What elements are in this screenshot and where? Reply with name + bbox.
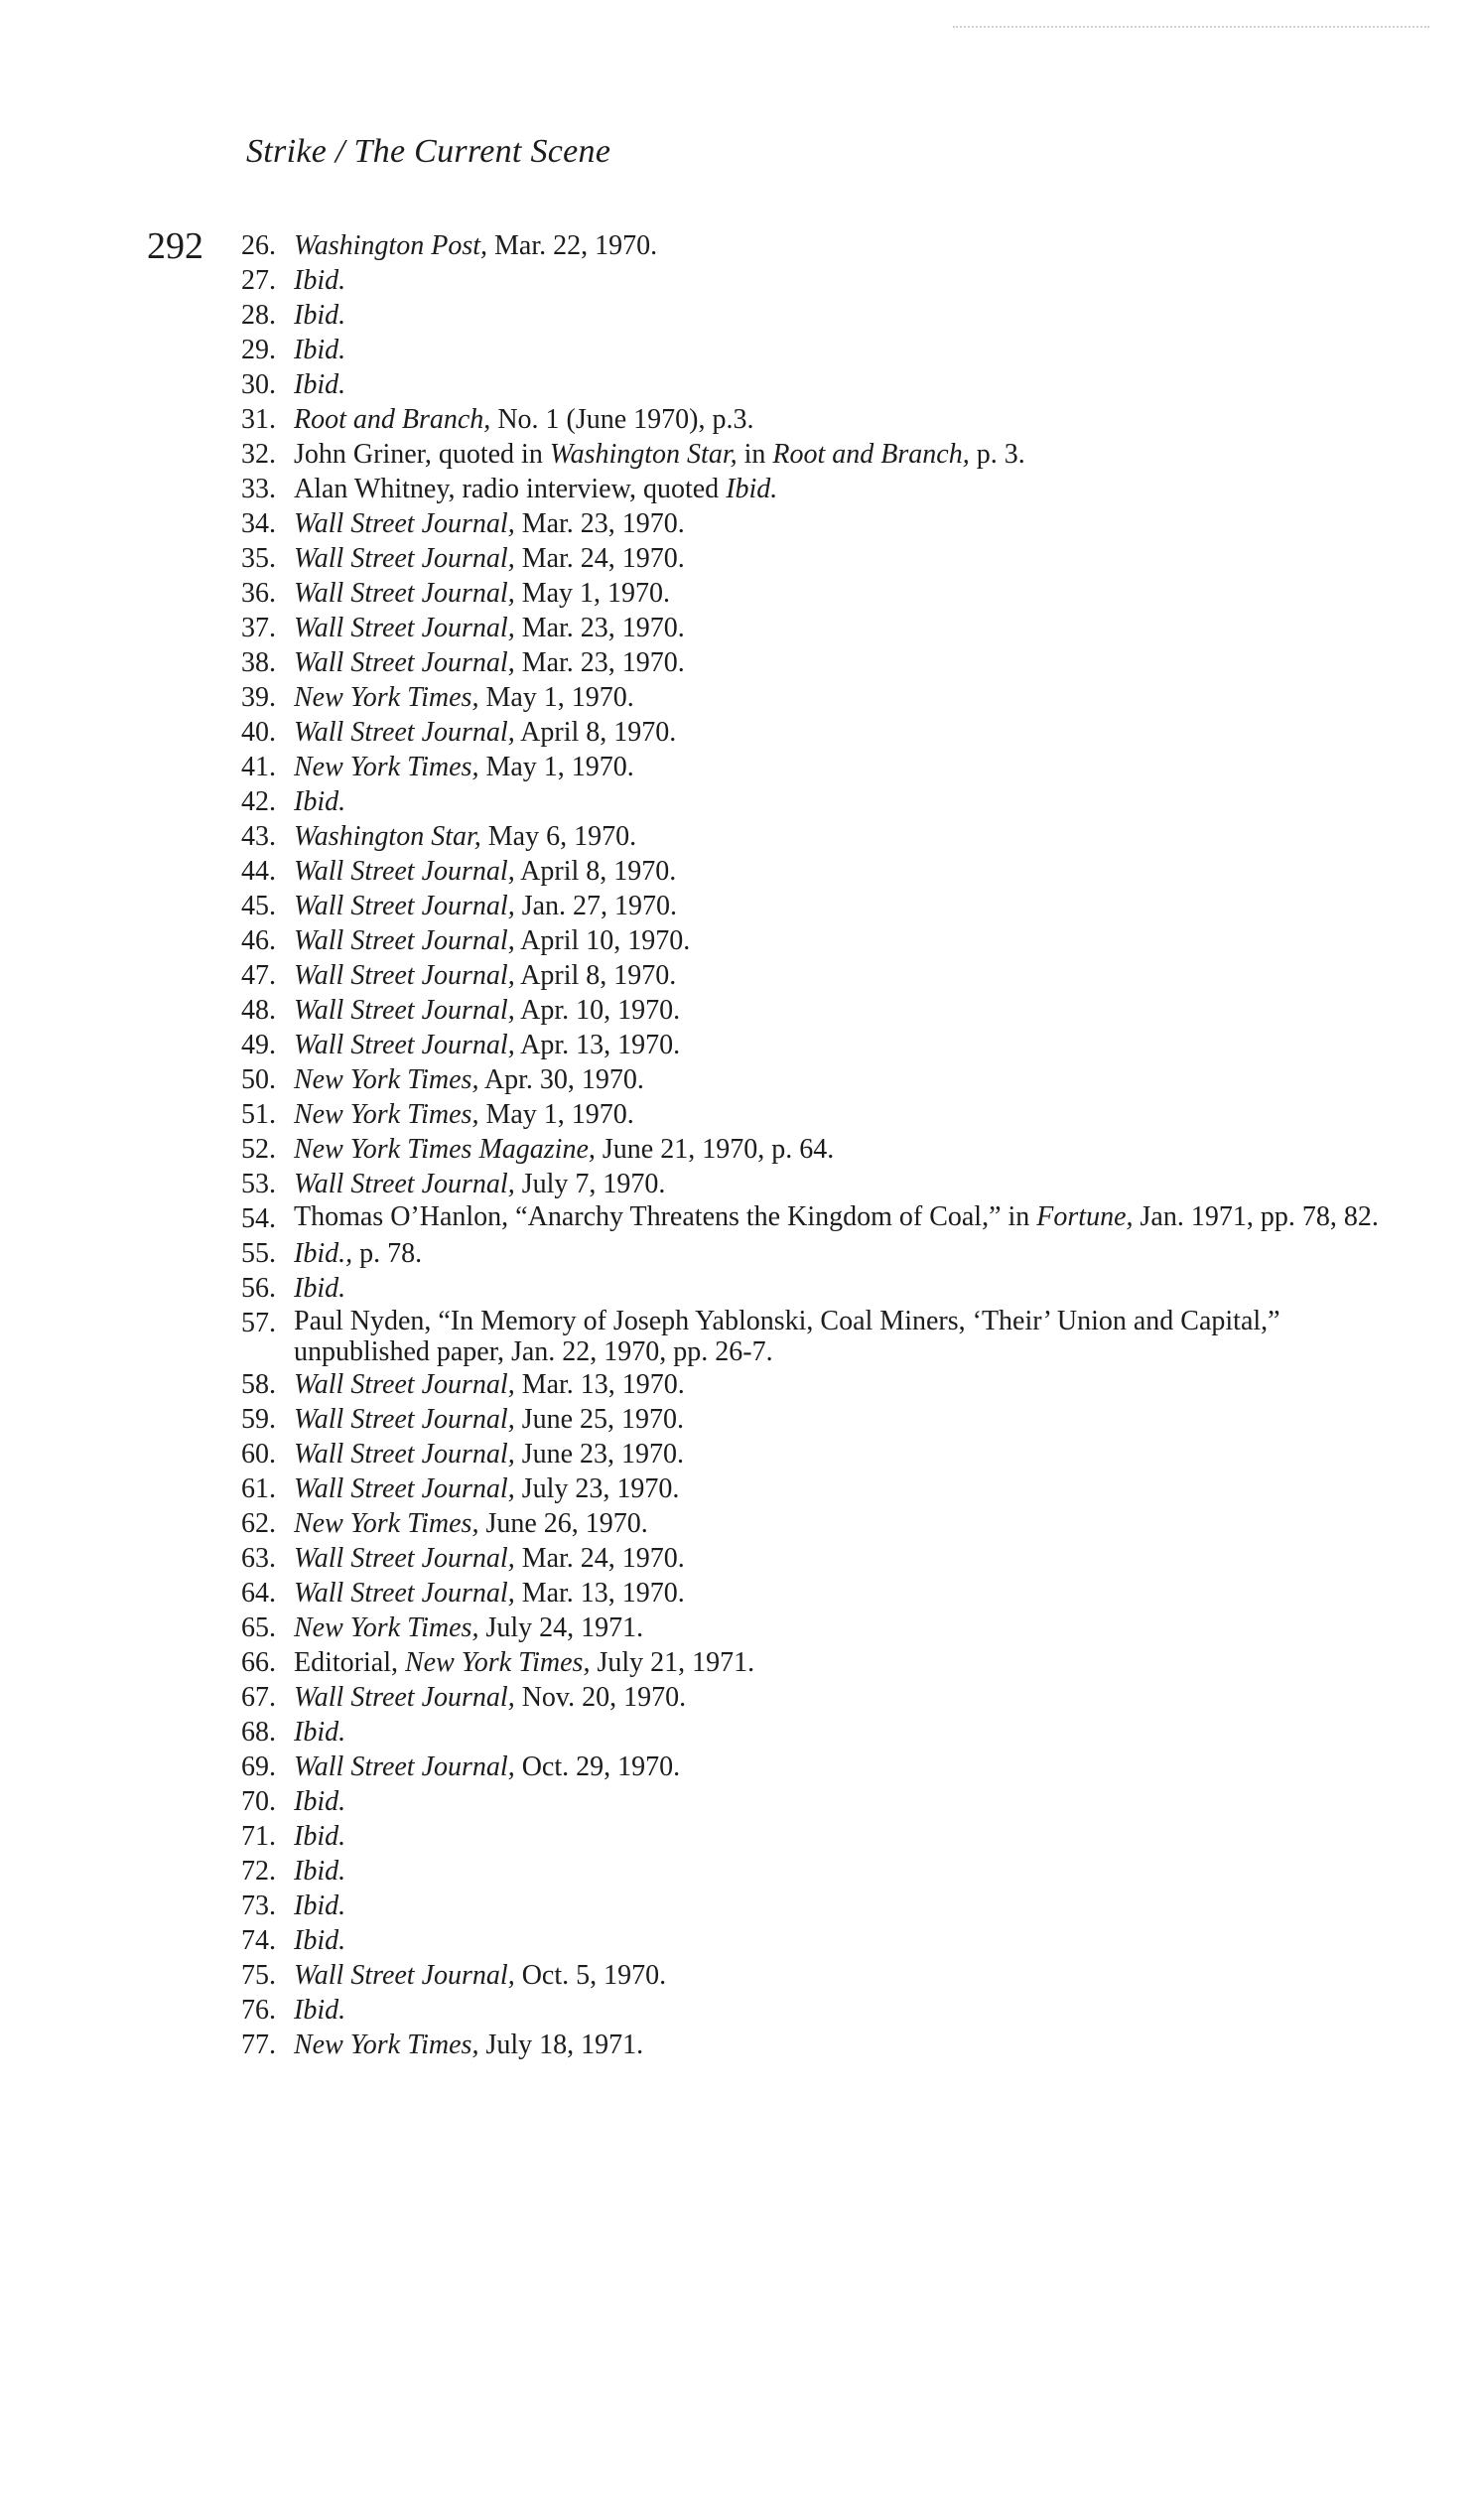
citation-detail: May 6, 1970. bbox=[480, 821, 637, 852]
citation-detail: April 10, 1970. bbox=[514, 925, 691, 956]
endnote-number: 34. bbox=[241, 508, 276, 539]
endnote bbox=[220, 1236, 1392, 1271]
citation-detail: Mar. 23, 1970. bbox=[514, 647, 685, 678]
endnote-number: 39. bbox=[241, 682, 276, 713]
endnote-text bbox=[288, 1236, 1392, 1271]
citation-detail: July 18, 1971. bbox=[478, 2030, 644, 2060]
endnote-text bbox=[288, 645, 1392, 680]
citation-title: Wall Street Journal, bbox=[294, 1369, 515, 1400]
endnote-number: 69. bbox=[241, 1751, 276, 1782]
endnote-number: 56. bbox=[241, 1273, 276, 1304]
citation-title: Wall Street Journal, bbox=[294, 1404, 515, 1435]
citation-detail: July 7, 1970. bbox=[514, 1169, 666, 1199]
endnote-text bbox=[288, 437, 1392, 472]
endnote-number: 68. bbox=[241, 1717, 276, 1748]
citation-detail: June 23, 1970. bbox=[514, 1439, 685, 1470]
endnote-text bbox=[288, 1271, 1392, 1306]
endnote bbox=[220, 1028, 1392, 1062]
endnote bbox=[220, 958, 1392, 993]
endnote-text bbox=[288, 1993, 1392, 2028]
citation-detail: Alan Whitney, radio interview, quoted bbox=[294, 474, 727, 504]
endnote-number: 31. bbox=[241, 404, 276, 435]
citation-detail: Oct. 29, 1970. bbox=[514, 1751, 681, 1782]
endnote bbox=[220, 333, 1392, 367]
endnote bbox=[220, 784, 1392, 819]
citation-title: Ibid. bbox=[294, 1856, 346, 1887]
endnote bbox=[220, 1201, 1392, 1236]
citation-title: Fortune, bbox=[1036, 1201, 1134, 1232]
endnote-text bbox=[288, 1306, 1392, 1367]
endnote-text bbox=[288, 1402, 1392, 1437]
endnote-number: 49. bbox=[241, 1030, 276, 1060]
endnote bbox=[220, 1271, 1392, 1306]
citation-detail: Thomas O’Hanlon, “Anarchy Threatens the Kingdom of Coal,” in bbox=[294, 1201, 1037, 1232]
citation-title: Ibid. bbox=[294, 1890, 346, 1921]
citation-title: Wall Street Journal, bbox=[294, 1473, 515, 1504]
citation-title: Wall Street Journal, bbox=[294, 1960, 515, 1991]
citation-title: Root and Branch, bbox=[772, 439, 970, 470]
endnote-text bbox=[288, 1889, 1392, 1923]
citation-detail: Jan. 27, 1970. bbox=[514, 891, 678, 921]
endnote bbox=[220, 923, 1392, 958]
endnote-text bbox=[288, 506, 1392, 541]
endnote bbox=[220, 1680, 1392, 1715]
citation-detail: Paul Nyden, “In Memory of Joseph Yablonski, Coal Miners, ‘Their’ Union and Capital,” unpublished paper, Jan. 22, 1970, pp. 26-7. bbox=[294, 1306, 1280, 1367]
endnote-text bbox=[288, 1541, 1392, 1576]
endnote bbox=[220, 645, 1392, 680]
endnote-text bbox=[288, 1167, 1392, 1201]
citation-detail: May 1, 1970. bbox=[478, 682, 634, 713]
citation-detail: in bbox=[737, 439, 773, 470]
endnote-number: 77. bbox=[241, 2030, 276, 2060]
endnote-text bbox=[288, 680, 1392, 715]
endnote bbox=[220, 1819, 1392, 1854]
citation-detail: May 1, 1970. bbox=[514, 578, 671, 609]
citation-title: Ibid. bbox=[726, 474, 778, 504]
endnote bbox=[220, 1645, 1392, 1680]
endnote-text bbox=[288, 1854, 1392, 1889]
endnote bbox=[220, 715, 1392, 750]
endnote-number: 36. bbox=[241, 578, 276, 609]
citation-title: New York Times Magazine, bbox=[294, 1134, 596, 1165]
running-head: Strike / The Current Scene bbox=[246, 133, 611, 170]
endnote-number: 33. bbox=[241, 474, 276, 504]
endnote-text bbox=[288, 1784, 1392, 1819]
citation-detail: May 1, 1970. bbox=[478, 752, 634, 782]
endnote-text bbox=[288, 263, 1392, 298]
citation-title: Wall Street Journal, bbox=[294, 543, 515, 574]
endnote-text bbox=[288, 402, 1392, 437]
endnote-text bbox=[288, 715, 1392, 750]
scan-artifact-dotted-line bbox=[953, 26, 1429, 28]
endnote-text bbox=[288, 819, 1392, 854]
citation-title: New York Times, bbox=[404, 1647, 591, 1678]
endnote-text bbox=[288, 1437, 1392, 1471]
citation-detail: Jan. 1971, pp. 78, 82. bbox=[1133, 1201, 1379, 1232]
citation-title: Ibid. bbox=[294, 1717, 346, 1748]
endnote-number: 35. bbox=[241, 543, 276, 574]
citation-title: Ibid. bbox=[294, 1995, 346, 2026]
citation-detail: Mar. 23, 1970. bbox=[514, 613, 685, 643]
citation-title: Wall Street Journal, bbox=[294, 578, 515, 609]
citation-title: New York Times, bbox=[294, 752, 479, 782]
endnote-number: 40. bbox=[241, 717, 276, 748]
citation-title: Ibid. bbox=[294, 300, 346, 331]
endnote bbox=[220, 1306, 1392, 1367]
endnote-text bbox=[288, 993, 1392, 1028]
endnote-text bbox=[288, 1506, 1392, 1541]
citation-detail: Mar. 24, 1970. bbox=[514, 543, 685, 574]
endnote bbox=[220, 541, 1392, 576]
endnote-text bbox=[288, 1680, 1392, 1715]
endnote-number: 38. bbox=[241, 647, 276, 678]
citation-title: New York Times, bbox=[294, 2030, 479, 2060]
endnote-text bbox=[288, 1367, 1392, 1402]
endnote-number: 60. bbox=[241, 1439, 276, 1470]
endnote-number: 37. bbox=[241, 613, 276, 643]
citation-detail: Mar. 22, 1970. bbox=[487, 230, 658, 261]
citation-detail: Mar. 13, 1970. bbox=[514, 1578, 685, 1609]
endnotes-list bbox=[220, 228, 1392, 2062]
endnote bbox=[220, 576, 1392, 611]
endnote-number: 41. bbox=[241, 752, 276, 782]
endnote-number: 62. bbox=[241, 1508, 276, 1539]
endnote-number: 53. bbox=[241, 1169, 276, 1199]
endnote-text bbox=[288, 1645, 1392, 1680]
citation-title: New York Times, bbox=[294, 1612, 479, 1643]
citation-detail: Mar. 13, 1970. bbox=[514, 1369, 685, 1400]
endnote-number: 27. bbox=[241, 265, 276, 296]
citation-title: Ibid., bbox=[294, 1238, 353, 1269]
endnote-number: 42. bbox=[241, 786, 276, 817]
endnote bbox=[220, 819, 1392, 854]
citation-title: Wall Street Journal, bbox=[294, 1682, 515, 1713]
citation-title: Wall Street Journal, bbox=[294, 856, 515, 887]
endnote bbox=[220, 298, 1392, 333]
citation-title: New York Times, bbox=[294, 1064, 479, 1095]
endnote bbox=[220, 1993, 1392, 2028]
citation-detail: John Griner, quoted in bbox=[294, 439, 550, 470]
citation-title: Wall Street Journal, bbox=[294, 1751, 515, 1782]
citation-title: Ibid. bbox=[294, 265, 346, 296]
endnote bbox=[220, 1437, 1392, 1471]
citation-detail: April 8, 1970. bbox=[514, 960, 677, 991]
citation-detail: June 21, 1970, p. 64. bbox=[595, 1134, 835, 1165]
endnote-number: 75. bbox=[241, 1960, 276, 1991]
endnote-number: 50. bbox=[241, 1064, 276, 1095]
endnote bbox=[220, 680, 1392, 715]
endnote-number: 74. bbox=[241, 1925, 276, 1956]
endnote-number: 43. bbox=[241, 821, 276, 852]
endnote-number: 48. bbox=[241, 995, 276, 1026]
citation-title: Wall Street Journal, bbox=[294, 925, 515, 956]
citation-detail: June 26, 1970. bbox=[478, 1508, 648, 1539]
citation-detail: April 8, 1970. bbox=[514, 717, 677, 748]
citation-title: Ibid. bbox=[294, 1821, 346, 1852]
endnote bbox=[220, 367, 1392, 402]
endnote bbox=[220, 1576, 1392, 1610]
endnote bbox=[220, 1854, 1392, 1889]
endnote-text bbox=[288, 1610, 1392, 1645]
endnote-number: 72. bbox=[241, 1856, 276, 1887]
citation-detail: July 24, 1971. bbox=[478, 1612, 644, 1643]
citation-detail: Mar. 24, 1970. bbox=[514, 1543, 685, 1574]
endnote bbox=[220, 1506, 1392, 1541]
endnote-text bbox=[288, 923, 1392, 958]
endnote-text bbox=[288, 1132, 1392, 1167]
endnote-text bbox=[288, 750, 1392, 784]
citation-title: Washington Star, bbox=[549, 439, 738, 470]
citation-title: Wall Street Journal, bbox=[294, 1030, 515, 1060]
citation-detail: Editorial, bbox=[294, 1647, 405, 1678]
endnote bbox=[220, 611, 1392, 645]
endnote-text bbox=[288, 333, 1392, 367]
citation-title: Washington Star, bbox=[294, 821, 481, 852]
endnote-text bbox=[288, 889, 1392, 923]
endnote bbox=[220, 228, 1392, 263]
citation-title: Wall Street Journal, bbox=[294, 960, 515, 991]
citation-detail: April 8, 1970. bbox=[514, 856, 677, 887]
endnote-text bbox=[288, 1576, 1392, 1610]
endnote bbox=[220, 1132, 1392, 1167]
citation-title: Wall Street Journal, bbox=[294, 647, 515, 678]
endnote-number: 47. bbox=[241, 960, 276, 991]
citation-title: Ibid. bbox=[294, 335, 346, 365]
endnote-number: 59. bbox=[241, 1404, 276, 1435]
endnote-text bbox=[288, 854, 1392, 889]
citation-title: Wall Street Journal, bbox=[294, 995, 515, 1026]
endnote-text bbox=[288, 1715, 1392, 1750]
citation-title: New York Times, bbox=[294, 682, 479, 713]
citation-title: Wall Street Journal, bbox=[294, 1169, 515, 1199]
endnote-number: 30. bbox=[241, 369, 276, 400]
endnote bbox=[220, 506, 1392, 541]
endnote bbox=[220, 750, 1392, 784]
endnote bbox=[220, 993, 1392, 1028]
endnote-number: 32. bbox=[241, 439, 276, 470]
endnote-text bbox=[288, 541, 1392, 576]
citation-title: Wall Street Journal, bbox=[294, 508, 515, 539]
endnote bbox=[220, 1541, 1392, 1576]
endnote bbox=[220, 1471, 1392, 1506]
endnote-text bbox=[288, 1471, 1392, 1506]
endnote-text bbox=[288, 2028, 1392, 2062]
citation-title: Root and Branch, bbox=[294, 404, 491, 435]
endnote-text bbox=[288, 576, 1392, 611]
endnote-number: 52. bbox=[241, 1134, 276, 1165]
citation-title: Ibid. bbox=[294, 786, 346, 817]
endnote bbox=[220, 402, 1392, 437]
endnote bbox=[220, 1923, 1392, 1958]
endnote-number: 29. bbox=[241, 335, 276, 365]
page-number: 292 bbox=[147, 225, 203, 267]
endnote-number: 46. bbox=[241, 925, 276, 956]
endnote bbox=[220, 889, 1392, 923]
endnote-text bbox=[288, 958, 1392, 993]
citation-title: Ibid. bbox=[294, 369, 346, 400]
citation-detail: p. 78. bbox=[352, 1238, 423, 1269]
endnote-number: 67. bbox=[241, 1682, 276, 1713]
endnote bbox=[220, 1958, 1392, 1993]
citation-detail: May 1, 1970. bbox=[478, 1099, 634, 1130]
endnote-text bbox=[288, 1750, 1392, 1784]
endnote-text bbox=[288, 1028, 1392, 1062]
endnote-number: 65. bbox=[241, 1612, 276, 1643]
endnote-number: 44. bbox=[241, 856, 276, 887]
citation-title: Wall Street Journal, bbox=[294, 1439, 515, 1470]
endnote-text bbox=[288, 1062, 1392, 1097]
endnote bbox=[220, 437, 1392, 472]
endnote-text bbox=[288, 611, 1392, 645]
citation-detail: Mar. 23, 1970. bbox=[514, 508, 685, 539]
citation-detail: Apr. 13, 1970. bbox=[514, 1030, 681, 1060]
citation-detail: Apr. 10, 1970. bbox=[514, 995, 681, 1026]
endnote-text bbox=[288, 367, 1392, 402]
endnote bbox=[220, 1097, 1392, 1132]
citation-title: Ibid. bbox=[294, 1786, 346, 1817]
citation-title: Washington Post, bbox=[294, 230, 487, 261]
citation-title: Wall Street Journal, bbox=[294, 1543, 515, 1574]
endnote-text bbox=[288, 1097, 1392, 1132]
citation-detail: Nov. 20, 1970. bbox=[514, 1682, 687, 1713]
endnote-number: 45. bbox=[241, 891, 276, 921]
endnote bbox=[220, 472, 1392, 506]
citation-detail: Apr. 30, 1970. bbox=[478, 1064, 644, 1095]
endnote-text bbox=[288, 784, 1392, 819]
endnote-text bbox=[288, 1958, 1392, 1993]
endnote-number: 76. bbox=[241, 1995, 276, 2026]
endnote-number: 73. bbox=[241, 1890, 276, 1921]
endnote bbox=[220, 1367, 1392, 1402]
citation-title: Ibid. bbox=[294, 1925, 346, 1956]
endnote bbox=[220, 1167, 1392, 1201]
endnote-number: 58. bbox=[241, 1369, 276, 1400]
citation-title: Wall Street Journal, bbox=[294, 613, 515, 643]
citation-detail: p. 3. bbox=[969, 439, 1025, 470]
endnote bbox=[220, 1750, 1392, 1784]
endnote-number: 55. bbox=[241, 1238, 276, 1269]
endnote bbox=[220, 1402, 1392, 1437]
endnote bbox=[220, 1062, 1392, 1097]
endnote-number: 63. bbox=[241, 1543, 276, 1574]
endnote-text bbox=[288, 1819, 1392, 1854]
endnote-text bbox=[288, 1923, 1392, 1958]
endnote bbox=[220, 1889, 1392, 1923]
endnote bbox=[220, 263, 1392, 298]
endnote-number: 64. bbox=[241, 1578, 276, 1609]
citation-title: New York Times, bbox=[294, 1508, 479, 1539]
citation-title: Wall Street Journal, bbox=[294, 717, 515, 748]
endnote bbox=[220, 1610, 1392, 1645]
endnote bbox=[220, 1784, 1392, 1819]
citation-title: New York Times, bbox=[294, 1099, 479, 1130]
endnote-number: 61. bbox=[241, 1473, 276, 1504]
endnote-number: 26. bbox=[241, 230, 276, 261]
endnote-text bbox=[288, 472, 1392, 506]
endnote bbox=[220, 854, 1392, 889]
endnote-number: 66. bbox=[241, 1647, 276, 1678]
endnote-number: 71. bbox=[241, 1821, 276, 1852]
endnote bbox=[220, 1715, 1392, 1750]
endnote-number: 70. bbox=[241, 1786, 276, 1817]
endnote-text bbox=[288, 1201, 1392, 1236]
citation-title: Wall Street Journal, bbox=[294, 1578, 515, 1609]
endnote bbox=[220, 2028, 1392, 2062]
endnote-text bbox=[288, 228, 1392, 263]
citation-detail: No. 1 (June 1970), p.3. bbox=[490, 404, 754, 435]
endnote-number: 54. bbox=[241, 1203, 276, 1234]
citation-detail: Oct. 5, 1970. bbox=[514, 1960, 667, 1991]
citation-detail: July 21, 1971. bbox=[590, 1647, 755, 1678]
citation-detail: July 23, 1970. bbox=[514, 1473, 680, 1504]
citation-detail: June 25, 1970. bbox=[514, 1404, 685, 1435]
endnote-number: 57. bbox=[241, 1308, 276, 1338]
citation-title: Ibid. bbox=[294, 1273, 346, 1304]
endnote-number: 28. bbox=[241, 300, 276, 331]
endnote-text bbox=[288, 298, 1392, 333]
endnote-number: 51. bbox=[241, 1099, 276, 1130]
citation-title: Wall Street Journal, bbox=[294, 891, 515, 921]
